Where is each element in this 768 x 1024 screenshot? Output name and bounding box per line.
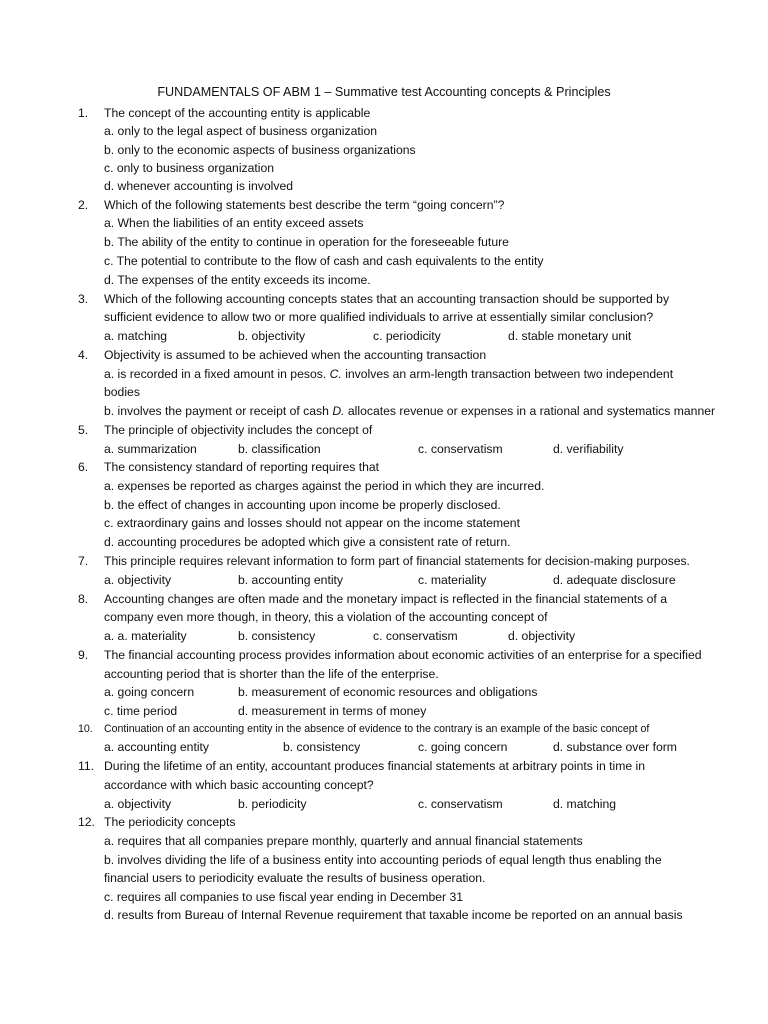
choice-d: d. objectivity (508, 629, 576, 643)
question-stem: The financial accounting process provides information about economic activities of an enterprise for a specified (104, 648, 702, 662)
choice-c-letter: C. (329, 367, 342, 381)
question-number: 7. (78, 554, 89, 568)
question-stem: Continuation of an accounting entity in the absence of evidence to the contrary is an example of the basic concept of (104, 723, 650, 735)
choice-a: a. only to the legal aspect of business organization (104, 124, 378, 138)
question-number: 2. (78, 198, 89, 212)
question-stem: The consistency standard of reporting requires that (104, 460, 380, 474)
choice-a: a. requires that all companies prepare monthly, quarterly and annual financial statements (104, 834, 583, 848)
question-number: 10. (78, 723, 93, 735)
question-number: 9. (78, 648, 89, 662)
choice-b-and-d (104, 402, 748, 420)
question-stem-continued: company even more though, in theory, this a violation of the accounting concept of (104, 610, 548, 624)
question-stem: The principle of objectivity includes the concept of (104, 423, 373, 437)
choice-c: c. extraordinary gains and losses should not appear on the income statement (104, 516, 520, 530)
choice-a: a. is recorded in a fixed amount in pesos. (104, 367, 327, 381)
question-number: 5. (78, 423, 89, 437)
choice-b: b. The ability of the entity to continue in operation for the foreseeable future (104, 235, 509, 249)
choice-c: c. only to business organization (104, 161, 275, 175)
choice-c: c. conservatism (418, 442, 503, 456)
choice-c: c. periodicity (373, 329, 441, 343)
choice-a: a. matching (104, 329, 168, 343)
question-number: 3. (78, 292, 89, 306)
choice-a: a. accounting entity (104, 740, 210, 754)
choice-a-and-c (104, 365, 748, 383)
choice-b: b. involves the payment or receipt of cash (104, 404, 329, 418)
choice-d: d. matching (553, 797, 617, 811)
choice-b: b. accounting entity (238, 573, 344, 587)
choice-b: b. involves dividing the life of a business entity into accounting periods of equal length thus enabling the (104, 853, 662, 867)
question-number: 8. (78, 592, 89, 606)
choice-d: d. substance over form (553, 740, 677, 754)
choice-d: d. stable monetary unit (508, 329, 632, 343)
choice-c: c. materiality (418, 573, 487, 587)
question-number: 1. (78, 106, 89, 120)
choice-d: d. adequate disclosure (553, 573, 676, 587)
choice-d: d. accounting procedures be adopted which give a consistent rate of return. (104, 535, 511, 549)
choice-a: a. expenses be reported as charges against the period in which they are incurred. (104, 479, 545, 493)
choice-a: a. summarization (104, 442, 197, 456)
choice-d: allocates revenue or expenses in a rational and systematics manner (347, 404, 716, 418)
page-title: FUNDAMENTALS OF ABM 1 – Summative test Accounting concepts & Principles (157, 85, 611, 99)
choice-b: b. classification (238, 442, 321, 456)
choice-b-continued: financial users to periodicity evaluate the results of business operation. (104, 871, 486, 885)
question-stem: Which of the following accounting concepts states that an accounting transaction should be supported by (104, 292, 670, 306)
choice-c: c. conservatism (373, 629, 458, 643)
choice-c: c. going concern (418, 740, 508, 754)
question-stem: This principle requires relevant information to form part of financial statements for decision-making purposes. (104, 554, 690, 568)
choice-d: d. The expenses of the entity exceeds its income. (104, 273, 371, 287)
choice-d: d. results from Bureau of Internal Revenue requirement that taxable income be reported on an annual basis (104, 908, 683, 922)
choice-b: b. objectivity (238, 329, 306, 343)
choice-a: a. When the liabilities of an entity exceed assets (104, 216, 364, 230)
choice-c: c. conservatism (418, 797, 503, 811)
choice-c: c. The potential to contribute to the flow of cash and cash equivalents to the entity (104, 254, 544, 268)
question-stem: Objectivity is assumed to be achieved when the accounting transaction (104, 348, 487, 362)
choice-a: a. a. materiality (104, 629, 187, 643)
question-stem: The concept of the accounting entity is applicable (104, 106, 371, 120)
choice-b: b. measurement of economic resources and obligations (238, 685, 538, 699)
choice-d: d. verifiability (553, 442, 624, 456)
choice-b: b. periodicity (238, 797, 307, 811)
choice-b: b. only to the economic aspects of business organizations (104, 143, 416, 157)
choice-a: a. objectivity (104, 797, 172, 811)
choice-c: c. requires all companies to use fiscal year ending in December 31 (104, 890, 464, 904)
choice-a: a. objectivity (104, 573, 172, 587)
question-stem: During the lifetime of an entity, accountant produces financial statements at arbitrary points in time in (104, 759, 646, 773)
question-number: 6. (78, 460, 89, 474)
choice-c: c. time period (104, 704, 178, 718)
question-stem-continued: accounting period that is shorter than the life of the enterprise. (104, 667, 439, 681)
choice-b: b. the effect of changes in accounting upon income be properly disclosed. (104, 498, 501, 512)
choice-d: d. measurement in terms of money (238, 704, 427, 718)
question-number: 4. (78, 348, 89, 362)
question-stem: Accounting changes are often made and the monetary impact is reflected in the financial statements of a (104, 592, 667, 606)
choice-d: d. whenever accounting is involved (104, 179, 294, 193)
question-number: 11. (78, 759, 95, 773)
choice-b: b. consistency (238, 629, 316, 643)
choice-d-letter: D. (332, 404, 345, 418)
choice-c-continued: bodies (104, 385, 140, 399)
question-stem: The periodicity concepts (104, 815, 236, 829)
question-stem-continued: sufficient evidence to allow two or more qualified individuals to arrive at essentially similar conclusion? (104, 310, 654, 324)
question-number: 12. (78, 815, 95, 829)
question-stem-continued: accordance with which basic accounting concept? (104, 778, 374, 792)
choice-c: involves an arm-length transaction between two independent (345, 367, 674, 381)
question-stem: Which of the following statements best describe the term “going concern”? (104, 198, 505, 212)
choice-b: b. consistency (283, 740, 361, 754)
choice-a: a. going concern (104, 685, 195, 699)
